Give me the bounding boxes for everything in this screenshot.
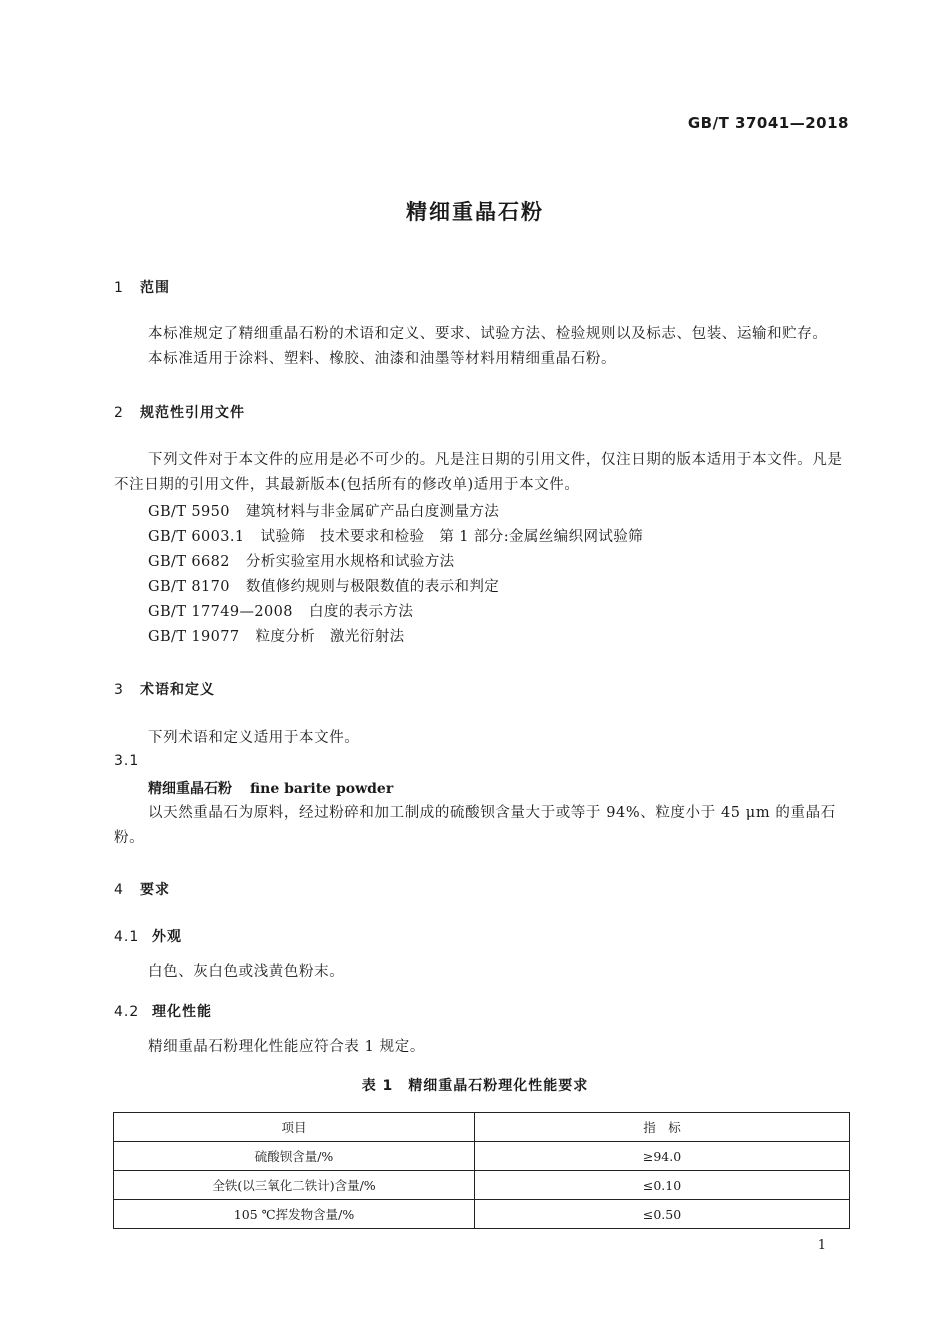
reference-code: GB/T 8170 bbox=[148, 579, 230, 595]
subsection-4-1-heading bbox=[114, 926, 182, 946]
reference-title: 试验筛 技术要求和检验 第 1 部分:金属丝编织网试验筛 bbox=[260, 529, 644, 545]
section-4-heading bbox=[114, 879, 170, 899]
paragraph: 下列术语和定义适用于本文件。 bbox=[148, 730, 360, 746]
section-title: 要求 bbox=[140, 882, 170, 898]
table-cell: 105 ℃挥发物含量/% bbox=[114, 1200, 475, 1229]
paragraph: 精细重晶石粉理化性能应符合表 1 规定。 bbox=[148, 1039, 425, 1055]
section-title: 规范性引用文件 bbox=[140, 405, 245, 421]
reference-code: GB/T 6003.1 bbox=[148, 529, 245, 545]
page-number: 1 bbox=[817, 1238, 826, 1253]
table-header-cell: 指 标 bbox=[475, 1113, 850, 1142]
table-cell: 全铁(以三氧化二铁计)含量/% bbox=[114, 1171, 475, 1200]
reference-item bbox=[148, 550, 455, 571]
table-row bbox=[114, 1142, 850, 1171]
standard-number: GB/T 37041—2018 bbox=[687, 114, 849, 132]
reference-title: 白度的表示方法 bbox=[308, 604, 414, 620]
reference-title: 建筑材料与非金属矿产品白度测量方法 bbox=[245, 504, 500, 520]
table-cell: 硫酸钡含量/% bbox=[114, 1142, 475, 1171]
reference-item bbox=[148, 575, 499, 596]
reference-code: GB/T 19077 bbox=[148, 629, 240, 645]
table-caption: 表 1 精细重晶石粉理化性能要求 bbox=[361, 1078, 589, 1094]
section-number: 1 bbox=[114, 280, 124, 296]
section-number: 2 bbox=[114, 405, 124, 421]
section-2-heading bbox=[114, 402, 245, 422]
term-definition: 以天然重晶石为原料，经过粉碎和加工制成的硫酸钡含量大于或等于 94%、粒度小于 45 μm 的重晶石粉。 bbox=[114, 805, 836, 846]
section-1-heading bbox=[114, 277, 170, 297]
reference-code: GB/T 5950 bbox=[148, 504, 230, 520]
table-cell: ≤0.10 bbox=[475, 1171, 850, 1200]
paragraph: 白色、灰白色或浅黄色粉末。 bbox=[148, 964, 345, 980]
table-header-row bbox=[114, 1113, 850, 1142]
term-number: 3.1 bbox=[114, 753, 140, 769]
paragraph: 本标准规定了精细重晶石粉的术语和定义、要求、试验方法、检验规则以及标志、包装、运输和贮存。 bbox=[148, 326, 828, 342]
subsection-number: 4.1 bbox=[114, 929, 140, 945]
subsection-title: 理化性能 bbox=[152, 1004, 212, 1020]
term-zh: 精细重晶石粉 bbox=[148, 781, 232, 797]
subsection-title: 外观 bbox=[152, 929, 182, 945]
subsection-number: 4.2 bbox=[114, 1004, 140, 1020]
reference-code: GB/T 17749—2008 bbox=[148, 604, 293, 620]
reference-title: 粒度分析 激光衍射法 bbox=[255, 629, 405, 645]
term-heading bbox=[148, 778, 393, 798]
subsection-4-2-heading bbox=[114, 1001, 212, 1021]
table-row bbox=[114, 1171, 850, 1200]
table-row bbox=[114, 1200, 850, 1229]
table-cell: ≤0.50 bbox=[475, 1200, 850, 1229]
reference-item bbox=[148, 500, 499, 521]
table-cell: ≥94.0 bbox=[475, 1142, 850, 1171]
term-en: fine barite powder bbox=[250, 781, 394, 797]
section-number: 4 bbox=[114, 882, 124, 898]
section-number: 3 bbox=[114, 682, 124, 698]
section-3-heading bbox=[114, 679, 215, 699]
reference-item bbox=[148, 525, 643, 546]
section-title: 术语和定义 bbox=[140, 682, 215, 698]
reference-title: 分析实验室用水规格和试验方法 bbox=[245, 554, 455, 570]
table-header-cell: 项目 bbox=[114, 1113, 475, 1142]
properties-table bbox=[113, 1112, 850, 1229]
reference-code: GB/T 6682 bbox=[148, 554, 230, 570]
reference-item bbox=[148, 625, 405, 646]
document-title: 精细重晶石粉 bbox=[406, 200, 544, 224]
section-title: 范围 bbox=[140, 280, 170, 296]
paragraph: 本标准适用于涂料、塑料、橡胶、油漆和油墨等材料用精细重晶石粉。 bbox=[148, 351, 617, 367]
paragraph: 下列文件对于本文件的应用是必不可少的。凡是注日期的引用文件，仅注日期的版本适用于本文件。凡是不注日期的引用文件，其最新版本(包括所有的修改单)适用于本文件。 bbox=[114, 452, 843, 493]
reference-title: 数值修约规则与极限数值的表示和判定 bbox=[245, 579, 500, 595]
reference-item bbox=[148, 600, 413, 621]
